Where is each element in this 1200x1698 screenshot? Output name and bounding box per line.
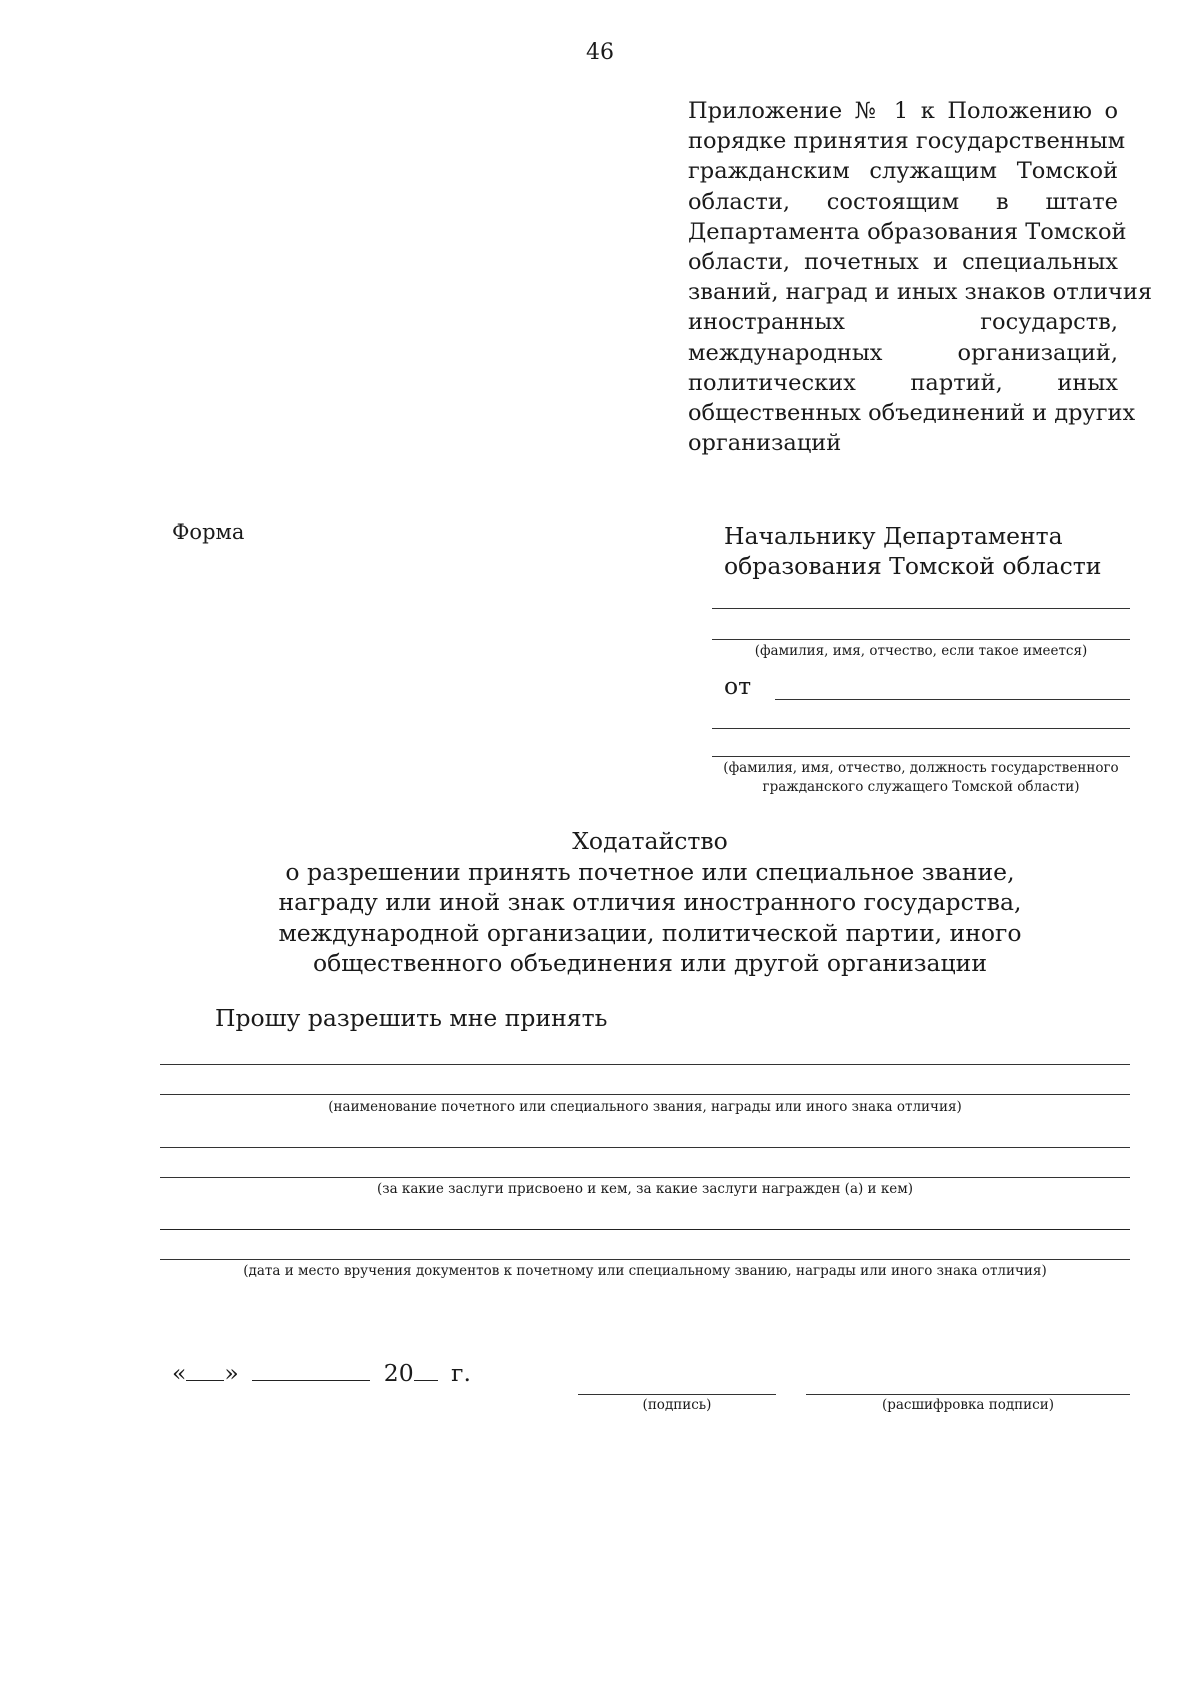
month-field[interactable] [252,1358,370,1381]
date-line [172,1358,471,1387]
merits-field-line-1[interactable] [160,1147,1130,1148]
quote-open: « [172,1359,187,1387]
appendix-line: Приложение № 1 к Положению о [688,98,1118,124]
document-title [0,826,1200,979]
appendix-line: общественных объединений и других [688,399,1136,426]
form-label: Форма [172,520,245,544]
quote-close: » [224,1359,239,1387]
title-line: международной организации, политической партии, иного [278,918,1022,947]
title-line: о разрешении принять почетное или специальное звание, [285,857,1015,886]
sender-caption-line: гражданского служащего Томской области) [762,779,1080,795]
sender-caption-line: (фамилия, имя, отчество, должность государственного [723,760,1119,776]
appendix-line: Департамента образования Томской [688,218,1127,245]
signature-decode-caption: (расшифровка подписи) [881,1397,1055,1413]
award-name-field-line-1[interactable] [160,1064,1130,1065]
signature-field[interactable] [578,1394,776,1395]
appendix-line: области, состоящим в штате [688,188,1118,215]
delivery-field-line-1[interactable] [160,1229,1130,1230]
head-name-field-line-1[interactable] [712,608,1130,609]
appendix-line: иностранных государств, [688,309,1118,336]
addressee-line: образования Томской области [724,552,1102,580]
addressee-line: Начальнику Департамента [724,522,1063,550]
merits-field-line-2[interactable] [160,1177,1130,1178]
appendix-line: политических партий, иных [688,369,1118,396]
merits-caption: (за какие заслуги присвоено и кем, за какие заслуги награжден (а) и кем) [376,1181,914,1197]
signature-decode-field[interactable] [806,1394,1130,1395]
sender-caption [712,759,1130,797]
title-line: награду или иной знак отличия иностранного государства, [278,888,1022,916]
page-number: 46 [586,40,614,65]
appendix-line: званий, наград и иных знаков отличия [688,279,1153,306]
signature-caption: (подпись) [642,1397,712,1413]
appendix-line: гражданским служащим Томской [688,158,1118,185]
head-name-field-line-2[interactable] [712,639,1130,640]
day-field[interactable] [186,1358,224,1381]
appendix-note [688,96,1153,458]
appendix-line: организаций [688,430,842,457]
award-name-caption: (наименование почетного или специального звания, награды или иного знака отличия) [328,1099,962,1115]
delivery-caption: (дата и место вручения документов к почетному или специальному званию, награды или иного знака отличия) [243,1263,1047,1279]
request-text: Прошу разрешить мне принять [215,1004,608,1032]
addressee-block [724,521,1101,581]
award-name-field-line-2[interactable] [160,1094,1130,1095]
from-label: от [724,672,752,700]
delivery-field-line-2[interactable] [160,1259,1130,1260]
sender-name-field-line-1[interactable] [775,699,1130,700]
title-line: Ходатайство [572,827,728,855]
head-name-caption: (фамилия, имя, отчество, если такое имеется) [754,643,1088,659]
year-prefix: 20 [383,1359,414,1387]
appendix-line: области, почетных и специальных [688,248,1118,275]
sender-name-field-line-2[interactable] [712,728,1130,729]
appendix-line: порядке принятия государственным [688,128,1126,155]
title-line: общественного объединения или другой организации [313,949,987,977]
sender-name-field-line-3[interactable] [712,756,1130,757]
year-suffix: г. [451,1359,471,1387]
appendix-line: международных организаций, [688,339,1118,366]
year-field[interactable] [414,1358,438,1381]
